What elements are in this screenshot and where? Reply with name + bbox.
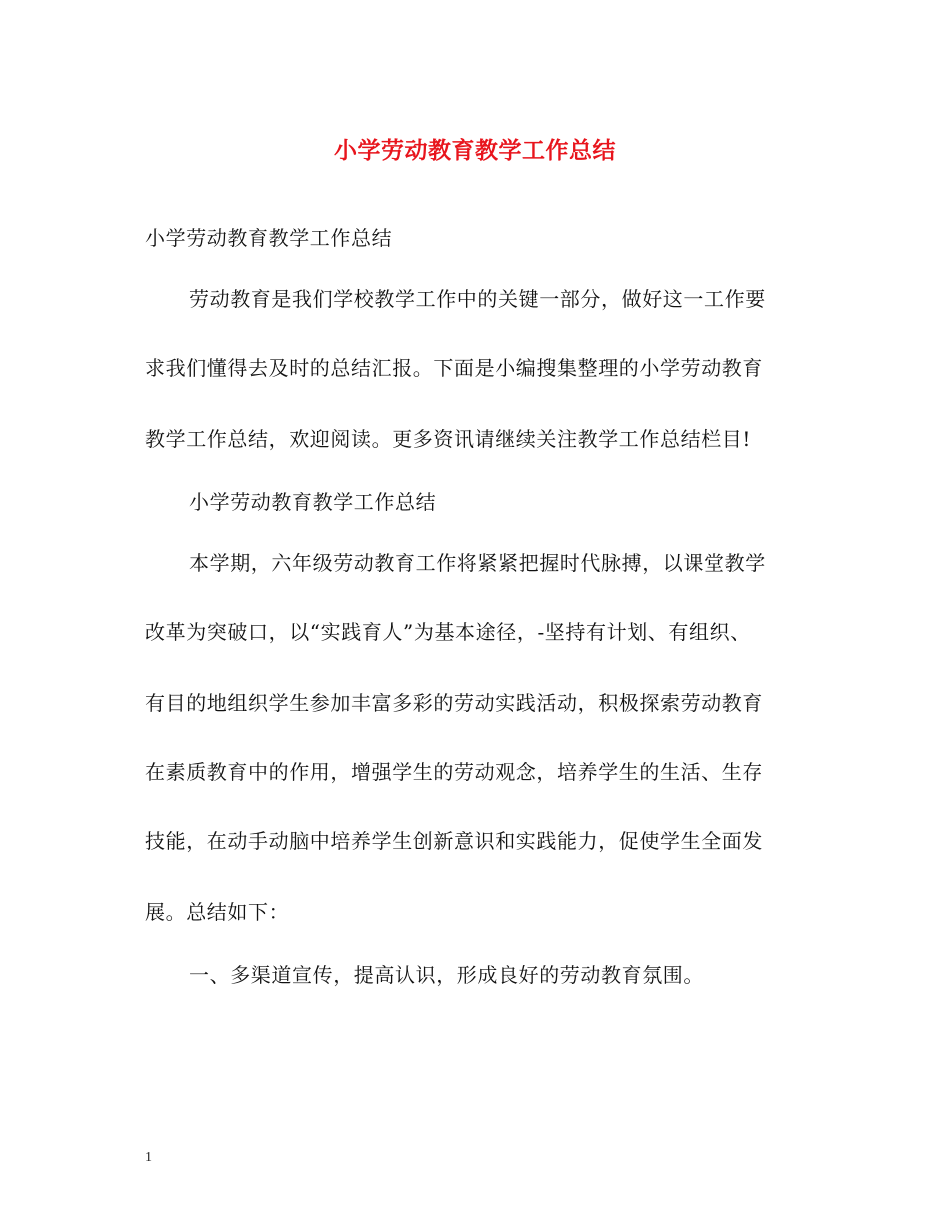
paragraph-line: 本学期，六年级劳动教育工作将紧紧把握时代脉搏，以课堂教学 bbox=[189, 551, 766, 575]
page-number: 1 bbox=[145, 1150, 152, 1165]
paragraph-line: 教学工作总结，欢迎阅读。更多资讯请继续关注教学工作总结栏目! bbox=[145, 427, 752, 451]
section-heading-line: 小学劳动教育教学工作总结 bbox=[189, 490, 437, 514]
paragraph-line: 有目的地组织学生参加丰富多彩的劳动实践活动，积极探索劳动教育 bbox=[145, 691, 763, 715]
paragraph-line: 技能，在动手动脑中培养学生创新意识和实践能力，促使学生全面发 bbox=[145, 829, 763, 853]
subtitle-line: 小学劳动教育教学工作总结 bbox=[145, 226, 393, 250]
section-heading-line: 一、多渠道宣传，提高认识，形成良好的劳动教育氛围。 bbox=[189, 963, 704, 987]
paragraph-line: 求我们懂得去及时的总结汇报。下面是小编搜集整理的小学劳动教育 bbox=[145, 356, 763, 380]
paragraph-line: 改革为突破口，以“实践育人”为基本途径，-坚持有计划、有组织、 bbox=[145, 620, 751, 644]
document-title: 小学劳动教育教学工作总结 bbox=[334, 138, 616, 164]
paragraph-line: 劳动教育是我们学校教学工作中的关键一部分，做好这一工作要 bbox=[189, 287, 766, 311]
paragraph-line: 在素质教育中的作用，增强学生的劳动观念，培养学生的生活、生存 bbox=[145, 760, 763, 784]
paragraph-line: 展。总结如下： bbox=[145, 900, 290, 924]
